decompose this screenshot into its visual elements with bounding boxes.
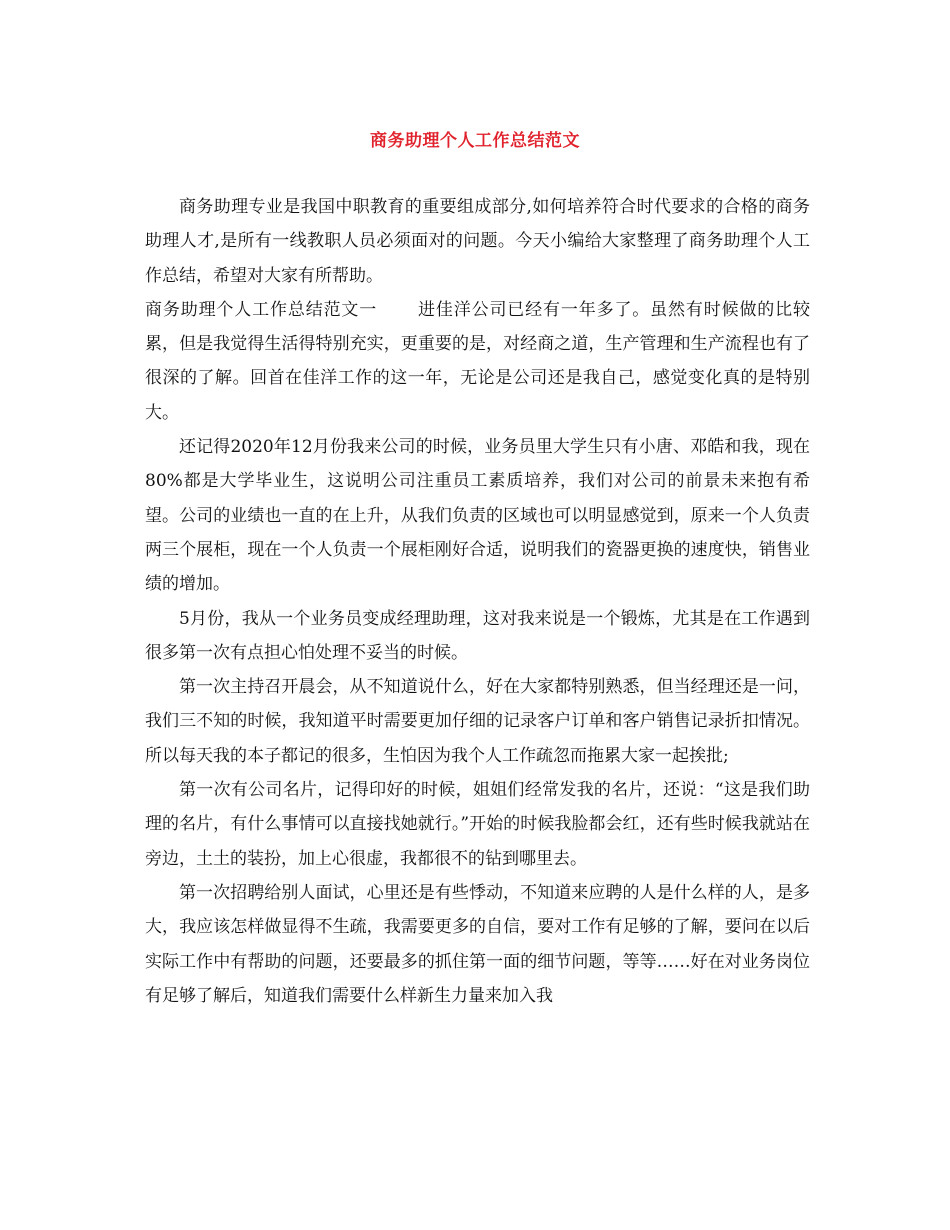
section-paragraph bbox=[145, 293, 810, 430]
document-title: 商务助理个人工作总结范文 bbox=[370, 131, 580, 151]
section-heading: 商务助理个人工作总结范文一 bbox=[145, 299, 378, 320]
body-paragraph: 第一次主持召开晨会，从不知道说什么，好在大家都特别熟悉，但当经理还是一问，我们三不知的时候，我知道平时需要更加仔细的记录客户订单和客户销售记录折扣情况。所以每天我的本子都记的很多，生怕因为我个人工作疏忽而拖累大家一起挨批; bbox=[145, 677, 810, 766]
intro-paragraph: 商务助理专业是我国中职教育的重要组成部分,如何培养符合时代要求的合格的商务助理人才,是所有一线教职人员必须面对的问题。今天小编给大家整理了商务助理个人工作总结，希望对大家有所帮助。 bbox=[145, 197, 810, 286]
body-paragraph: 第一次招聘给别人面试，心里还是有些悸动，不知道来应聘的人是什么样的人，是多大，我应该怎样做显得不生疏，我需要更多的自信，要对工作有足够的了解，要问在以后实际工作中有帮助的问题，还要最多的抓住第一面的细节问题，等等……好在对业务岗位有足够了解后，知道我们需要什么样新生力量来加入我 bbox=[145, 882, 810, 1006]
body-paragraph: 5月份，我从一个业务员变成经理助理，这对我来说是一个锻炼，尤其是在工作遇到很多第一次有点担心怕处理不妥当的时候。 bbox=[145, 608, 810, 663]
document-body bbox=[145, 190, 810, 1013]
section-first-text: 进佳洋公司已经有一年多了。虽然有时候做的比较累，但是我觉得生活得特别充实，更重要的是，对经商之道，生产管理和生产流程也有了很深的了解。回首在佳洋工作的这一年，无论是公司还是我自己，感觉变化真的是特别大。 bbox=[145, 299, 811, 423]
body-paragraph: 还记得2020年12月份我来公司的时候，业务员里大学生只有小唐、邓皓和我，现在80%都是大学毕业生，这说明公司注重员工素质培养，我们对公司的前景未来抱有希望。公司的业绩也一直的在上升，从我们负责的区域也可以明显感觉到，原来一个人负责两三个展柜，现在一个人负责一个展柜刚好合适，说明我们的瓷器更换的速度快，销售业绩的增加。 bbox=[145, 437, 810, 595]
body-paragraph: 第一次有公司名片，记得印好的时候，姐姐们经常发我的名片，还说：“这是我们助理的名片，有什么事情可以直接找她就行。”开始的时候我脸都会红，还有些时候我就站在旁边，土土的装扮，加上心很虚，我都很不的钻到哪里去。 bbox=[145, 780, 810, 869]
